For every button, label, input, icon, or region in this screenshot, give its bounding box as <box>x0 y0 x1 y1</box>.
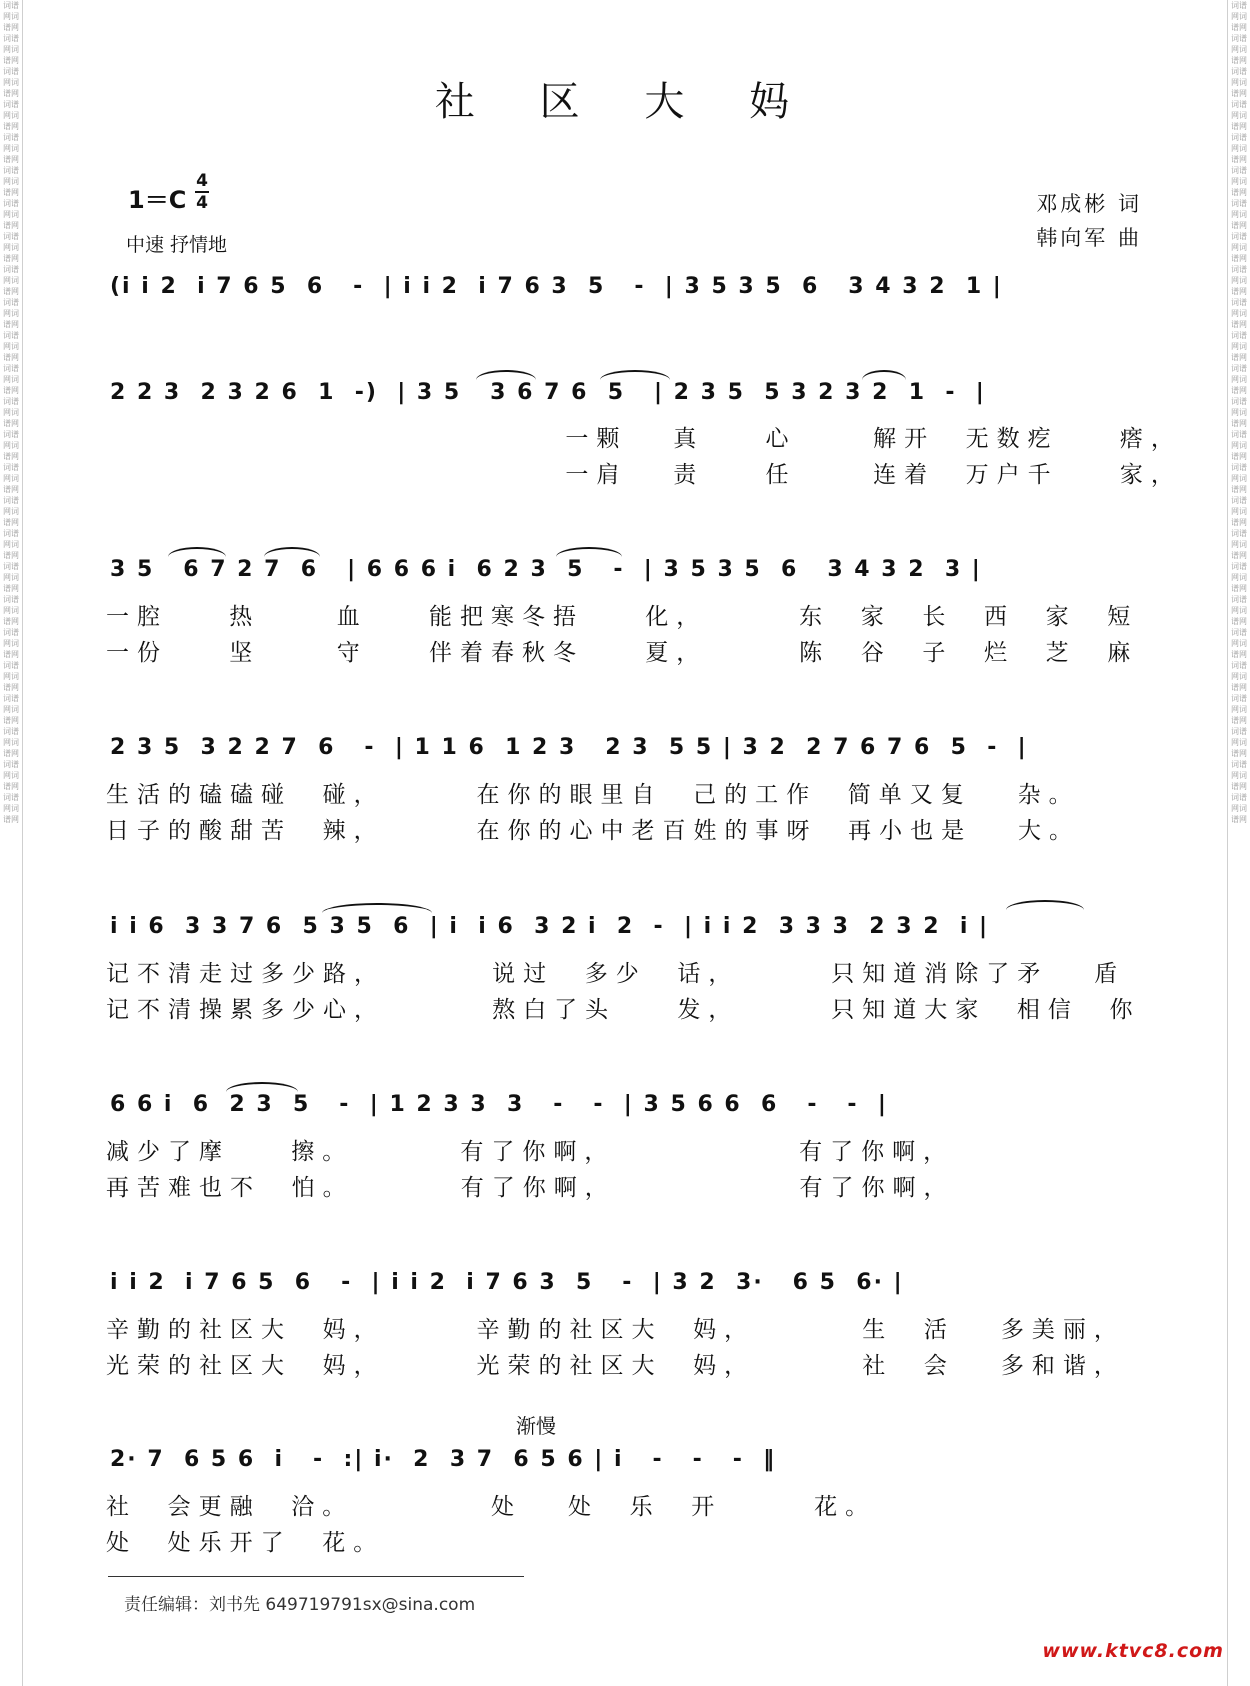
slur <box>862 370 906 380</box>
slur <box>264 547 320 557</box>
time-signature-top: 4 <box>196 171 208 191</box>
footer-editor-credit: 责任编辑：刘书先 649719791sx@sina.com <box>124 1595 476 1615</box>
slur <box>168 547 226 557</box>
notation-line-3: 3 5 6 7 2 7 6 | 6 6 6 i 6 2 3 5 - | 3 5 3 5 6 3 4 3 2 3 | <box>110 557 982 582</box>
notation-line-6: 6 6 i 6 2 3 5 - | 1 2 3 3 3 - - | 3 5 6 6 6 - - | <box>110 1092 888 1117</box>
lyric-line-8-verse-2: 处 处乐开了 花。 <box>106 1530 385 1556</box>
lyric-line-3-verse-2: 一份 坚 守 伴着春秋冬 夏， 陈 谷 子 烂 芝 麻 <box>106 640 1139 666</box>
lyric-line-2-verse-2: 一肩 责 任 连着 万户千 家， <box>106 462 1182 488</box>
right-watermark-strip: 词谱网词谱网词谱网词谱网词谱网词谱网词谱网词谱网词谱网词谱网词谱网词谱网词谱网词谱网词谱网词谱网词谱网词谱网词谱网词谱网词谱网词谱网词谱网词谱网词谱网词谱网词谱网词谱网词谱网词谱网词谱网词谱网词谱网词谱网词谱网词谱网词谱网词谱网词谱网词谱网词谱网词谱网词谱网词谱网词谱网词谱网词谱网词谱网词谱网词谱网 <box>1231 1 1247 824</box>
lyric-line-2-verse-1: 一颗 真 心 解开 无数疙 瘩， <box>106 426 1182 452</box>
performance-mark: 渐慢 <box>516 1414 556 1438</box>
lyricist-credit: 邓成彬 词 <box>1036 192 1142 216</box>
song-title: 社 区 大 妈 <box>434 79 816 125</box>
lyric-line-7-verse-2: 光荣的社区大 妈， 光荣的社区大 妈， 社 会 多和谐， <box>106 1353 1125 1379</box>
notation-line-5: i i 6 3 3 7 6 5 3 5 6 | i i 6 3 2 i 2 - | i i 2 3 3 3 2 3 2 i | <box>110 914 990 939</box>
time-signature <box>195 172 209 212</box>
notation-line-7: i i 2 i 7 6 5 6 - | i i 2 i 7 6 3 5 - | 3 2 3· 6 5 6· | <box>110 1270 904 1295</box>
lyric-line-7-verse-1: 辛勤的社区大 妈， 辛勤的社区大 妈， 生 活 多美丽， <box>106 1317 1125 1343</box>
notation-line-1: (i i 2 i 7 6 5 6 - | i i 2 i 7 6 3 5 - | 3 5 3 5 6 3 4 3 2 1 | <box>110 274 1003 299</box>
left-watermark-strip: 词谱网词谱网词谱网词谱网词谱网词谱网词谱网词谱网词谱网词谱网词谱网词谱网词谱网词谱网词谱网词谱网词谱网词谱网词谱网词谱网词谱网词谱网词谱网词谱网词谱网词谱网词谱网词谱网词谱网词谱网词谱网词谱网词谱网词谱网词谱网词谱网词谱网词谱网词谱网词谱网词谱网词谱网词谱网词谱网词谱网词谱网词谱网词谱网词谱网词谱网 <box>3 1 19 824</box>
lyric-line-4-verse-2: 日子的酸甜苦 辣， 在你的心中老百姓的事呀 再小也是 大。 <box>106 818 1081 844</box>
lyric-line-5-verse-2: 记不清操累多少心， 熬白了头 发， 只知道大家 相信 你 <box>106 997 1141 1023</box>
notation-line-8: 2· 7 6 5 6 i - :| i· 2 3 7 6 5 6 | i - - - ‖ <box>110 1447 777 1472</box>
slur <box>600 370 670 380</box>
time-signature-bottom: 4 <box>196 193 208 213</box>
footer-rule <box>108 1576 524 1577</box>
slur <box>1006 900 1084 910</box>
notation-line-2: 2 2 3 2 3 2 6 1 -) | 3 5 3 6 7 6 5 | 2 3 5 5 3 2 3 2 1 - | <box>110 380 986 405</box>
lyric-line-6-verse-2: 再苦难也不 怕。 有了你啊， 有了你啊， <box>106 1175 955 1201</box>
tempo-marking: 中速 抒情地 <box>126 234 228 256</box>
site-logo: www.ktvc8.com <box>1042 1640 1224 1662</box>
key-signature: 1＝C <box>128 186 187 214</box>
lyric-line-6-verse-1: 减少了摩 擦。 有了你啊， 有了你啊， <box>106 1139 955 1165</box>
slur <box>476 370 536 380</box>
lyric-line-4-verse-1: 生活的磕磕碰 碰， 在你的眼里自 己的工作 简单又复 杂。 <box>106 782 1080 808</box>
composer-credit: 韩向军 曲 <box>1036 226 1142 250</box>
slur <box>556 547 622 557</box>
lyric-line-3-verse-1: 一腔 热 血 能把寒冬捂 化， 东 家 长 西 家 短 <box>106 604 1139 630</box>
slur <box>226 1082 298 1092</box>
lyric-line-8-verse-1: 社 会更融 洽。 处 处 乐 开 花。 <box>106 1494 877 1520</box>
lyric-line-5-verse-1: 记不清走过多少路， 说过 多少 话， 只知道消除了矛 盾 <box>106 961 1126 987</box>
right-margin-rule <box>1227 0 1228 1686</box>
slur <box>322 903 432 913</box>
notation-line-4: 2 3 5 3 2 2 7 6 - | 1 1 6 1 2 3 2 3 5 5 | 3 2 2 7 6 7 6 5 - | <box>110 735 1028 760</box>
left-margin-rule <box>22 0 23 1686</box>
